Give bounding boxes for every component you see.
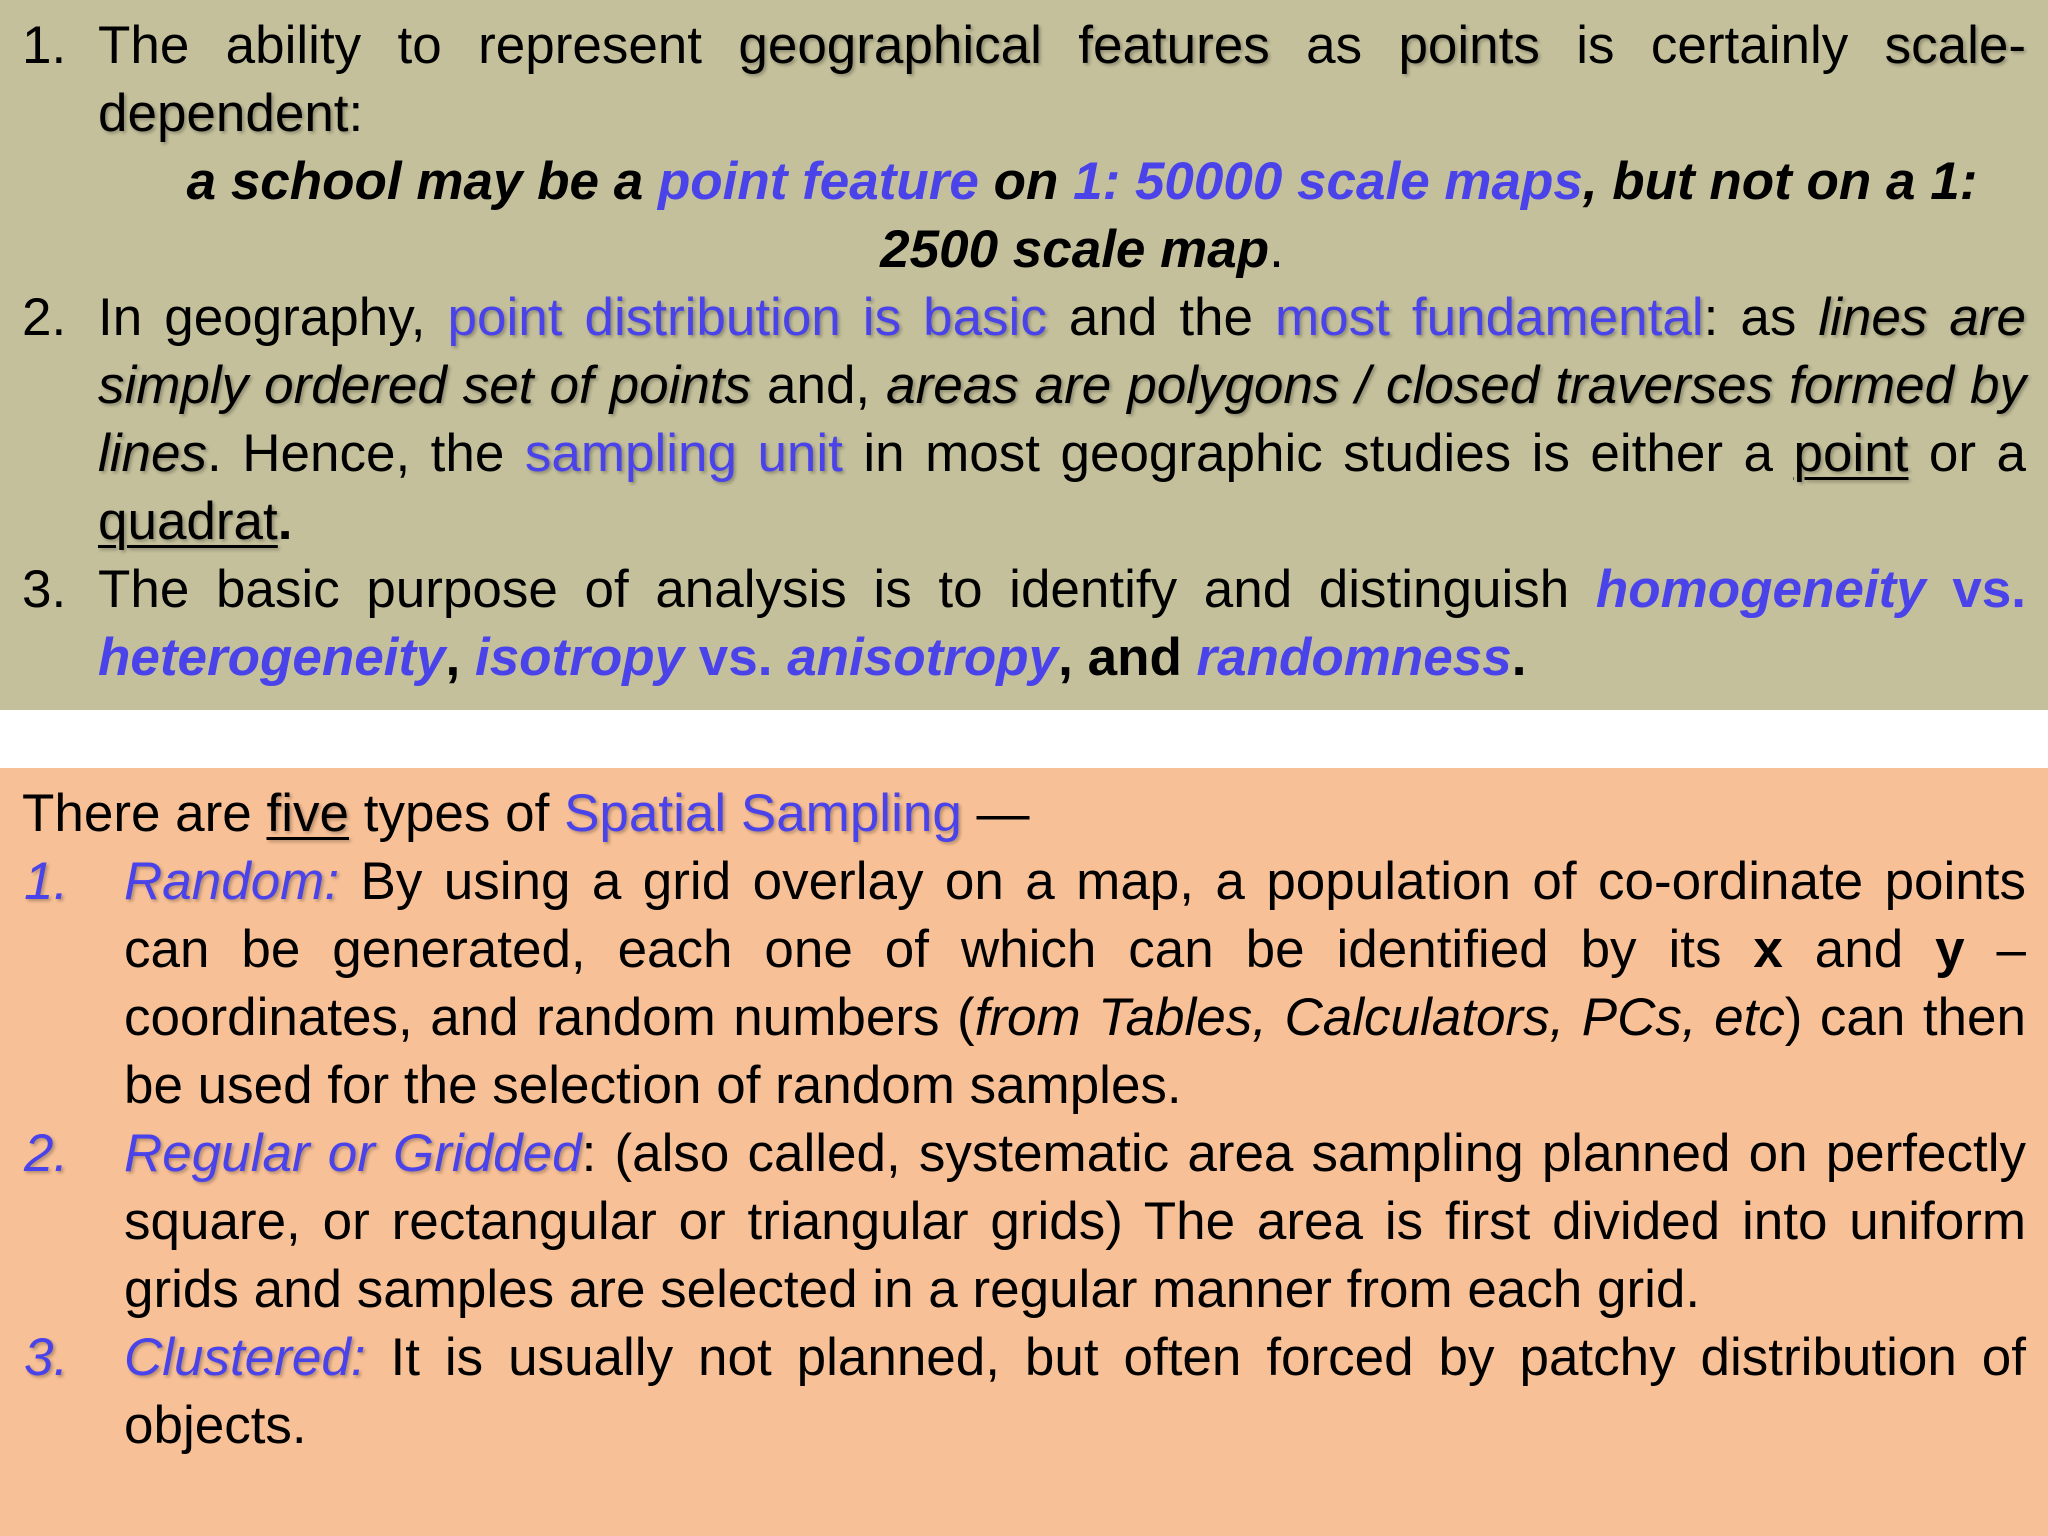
text-segment: and, [751, 356, 887, 415]
term-five: five [266, 784, 349, 843]
text-segment: The basic purpose of analysis is to identify and distinguish [98, 560, 1596, 619]
term-geographical-features: geographical features [738, 16, 1270, 75]
list-item [22, 556, 2026, 692]
text-segment: vs. [1925, 560, 2026, 619]
item-number: 3. [24, 1328, 69, 1387]
bottom-content [0, 768, 2048, 1460]
example-line [98, 148, 2026, 284]
top-content [0, 0, 2048, 692]
list-item [24, 848, 2026, 1120]
text-segment: . [1511, 628, 1527, 687]
list-item [22, 12, 2026, 284]
item-number: 2. [22, 288, 67, 347]
sampling-types-list [0, 848, 2048, 1460]
term-anisotropy: anisotropy [787, 628, 1059, 687]
term-heterogeneity: heterogeneity [98, 628, 446, 687]
term-regular-gridded: Regular or Gridded [124, 1124, 582, 1183]
term-point-distribution: point distribution is basic [447, 288, 1047, 347]
text-segment: as [1269, 16, 1399, 75]
text-segment: on [978, 152, 1074, 211]
term-sources: from Tables, Calculators, PCs, etc [974, 988, 1785, 1047]
term-random: Random: [124, 852, 340, 911]
text-segment: There are [22, 784, 267, 843]
item-number: 1. [22, 16, 67, 75]
text-segment: or a [1908, 424, 2027, 483]
term-randomness: randomness [1196, 628, 1512, 687]
item-text [124, 1120, 2026, 1324]
text-segment: : [348, 84, 364, 143]
term-most-fundamental: most fundamental [1275, 288, 1704, 347]
term-points: points [1398, 16, 1540, 75]
intro-line [22, 780, 2026, 848]
text-segment: a school may be a [186, 152, 658, 211]
text-segment: . [1269, 220, 1284, 279]
term-sampling-unit: sampling unit [524, 424, 843, 483]
text-segment: , but not on a 1: 2500 scale map [880, 152, 1978, 279]
text-segment: : (also called, systematic area sampling planned on perfectly square, or rectangular or triangular grids) The area is first divided into uniform grids and samples are selected in a regular manner from each grid. [124, 1124, 2027, 1319]
text-segment: types of [349, 784, 565, 843]
text-segment: The ability to represent [98, 16, 739, 75]
text-segment: It is usually not planned, but often forced by patchy distribution of objects. [124, 1328, 2026, 1455]
term-quadrat: quadrat [98, 492, 278, 551]
item-text [124, 848, 2026, 1120]
text-segment: in most geographic studies is either a [842, 424, 1794, 483]
term-scale-dependent: scale-dependent [98, 16, 2026, 143]
bottom-panel [0, 768, 2048, 1536]
list-item [22, 284, 2027, 556]
item-text [98, 284, 2026, 556]
text-segment: vs. [684, 628, 788, 687]
text-segment: , and [1058, 628, 1197, 687]
item-number: 1. [24, 852, 69, 911]
term-homogeneity: homogeneity [1595, 560, 1926, 619]
top-list [0, 12, 2048, 692]
item-text [98, 556, 2026, 692]
term-point-feature: point feature [657, 152, 979, 211]
item-text [98, 12, 2026, 148]
term-lines: lines are simply ordered set of points [98, 288, 2026, 415]
term-spatial-sampling: Spatial Sampling [564, 784, 962, 843]
list-item [24, 1120, 2027, 1324]
list-item [24, 1324, 2026, 1460]
term-point: point [1793, 424, 1909, 483]
term-y: y [1935, 920, 1965, 979]
text-segment: — [961, 784, 1030, 843]
text-segment: , [445, 628, 475, 687]
item-text [124, 1324, 2026, 1460]
item-number: 3. [22, 560, 67, 619]
text-segment: is certainly [1539, 16, 1885, 75]
text-segment: . Hence, the [207, 424, 525, 483]
text-segment: In geography, [98, 288, 448, 347]
term-areas: areas are polygons / closed traverses formed by lines [98, 356, 2027, 483]
item-number: 2. [24, 1124, 69, 1183]
term-scale-maps: 1: 50000 scale maps [1073, 152, 1583, 211]
term-x: x [1753, 920, 1783, 979]
text-segment: – coordinates, and random numbers ( [124, 920, 2026, 1047]
text-segment: ) can then be used for the selection of random samples. [124, 988, 2026, 1115]
text-segment: . [277, 492, 293, 551]
top-panel [0, 0, 2048, 710]
term-isotropy: isotropy [474, 628, 685, 687]
text-segment: : as [1703, 288, 1819, 347]
text-segment: and the [1046, 288, 1276, 347]
text-segment: By using a grid overlay on a map, a population of co-ordinate points can be generated, each one of which can be identified by its [124, 852, 2026, 979]
text-segment: and [1782, 920, 1936, 979]
term-clustered: Clustered: [124, 1328, 366, 1387]
